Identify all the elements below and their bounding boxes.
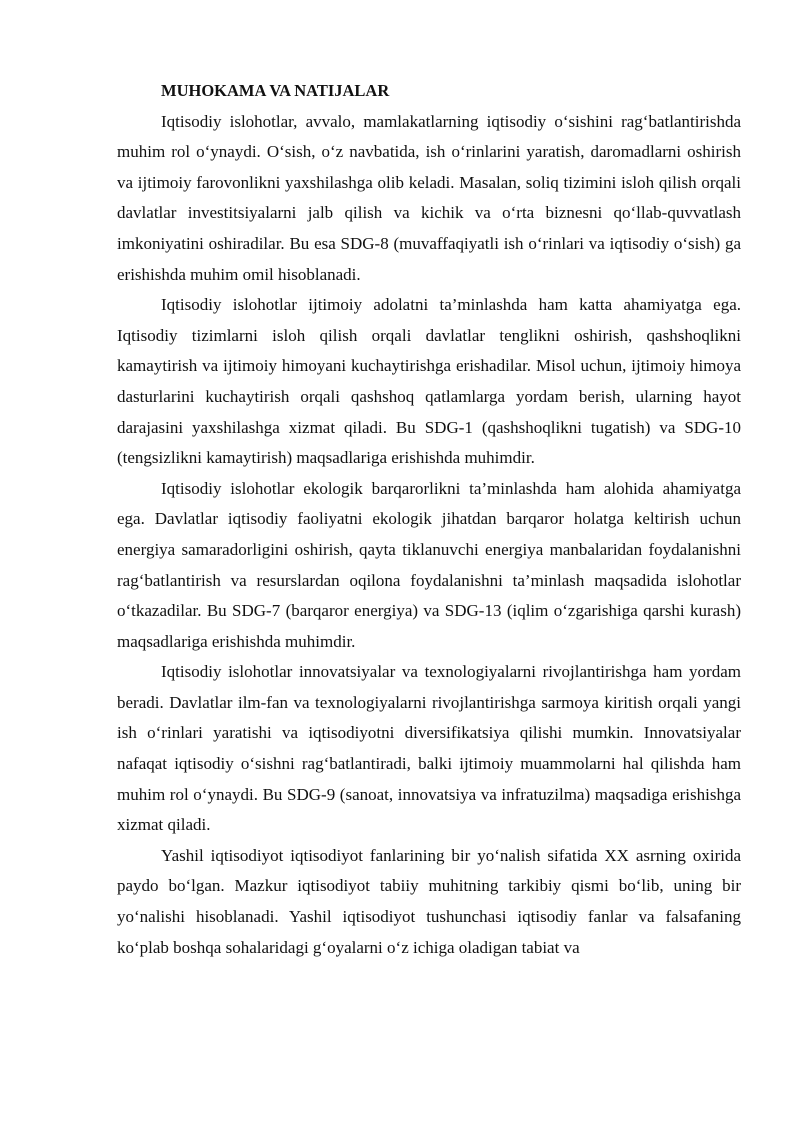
paragraph-innovation: Iqtisodiy islohotlar innovatsiyalar va texnologiyalarni rivojlantirishga ham yordam beradi. Davlatlar ilm-fan va texnologiyalarni rivojlantirishga sarmoya kiritish orqali yangi ish o‘rinlari yaratishi va iqtisodiyotni diversifikatsiya qilishi mumkin. Innovatsiyalar nafaqat iqtisodiy o‘sishni rag‘batlantiradi, balki ijtimoiy muammolarni hal qilishda ham muhim rol o‘ynaydi. Bu SDG-9 (sanoat, innovatsiya va infratuzilma) maqsadiga erishishga xizmat qiladi. <box>117 662 741 835</box>
paragraph-economic-growth: Iqtisodiy islohotlar, avvalo, mamlakatlarning iqtisodiy o‘sishini rag‘batlantirishda muhim rol o‘ynaydi. O‘sish, o‘z navbatida, ish o‘rinlarini yaratish, daromadlarni oshirish va ijtimoiy farovonlikni yaxshilashga olib keladi. Masalan, soliq tizimini isloh qilish orqali davlatlar investitsiyalarni jalb qilish va kichik va o‘rta biznesni qo‘llab-quvvatlash imkoniyatini oshiradilar. Bu esa SDG-8 (muvaffaqiyatli ish o‘rinlari va iqtisodiy o‘sish) ga erishishda muhim omil hisoblanadi. <box>117 111 741 284</box>
paragraph-green-economy: Yashil iqtisodiyot iqtisodiyot fanlarining bir yo‘nalish sifatida XX asrning oxirida paydo bo‘lgan. Mazkur iqtisodiyot tabiiy muhitning tarkibiy qismi bo‘lib, uning bir yo‘nalishi hisoblanadi. Yashil iqtisodiyot tushunchasi iqtisodiy fanlar va falsafaning ko‘plab boshqa sohalaridagi g‘oyalarni o‘z ichiga oladigan tabiat va <box>117 845 741 957</box>
paragraph-social-justice: Iqtisodiy islohotlar ijtimoiy adolatni ta’minlashda ham katta ahamiyatga ega. Iqtisodiy tizimlarni isloh qilish orqali davlatlar tenglikni oshirish, qashshoqlikni kamaytirish va ijtimoiy himoyani kuchaytirishga erishadilar. Misol uchun, ijtimoiy himoya dasturlarini kuchaytirish orqali qashshoq qatlamlarga yordam berish, ularning hayot darajasini yaxshilashga xizmat qiladi. Bu SDG-1 (qashshoqlikni tugatish) va SDG-10 (tengsizlikni kamaytirish) maqsadlariga erishishda muhimdir. <box>117 295 741 468</box>
paragraph-ecological-sustainability: Iqtisodiy islohotlar ekologik barqarorlikni ta’minlashda ham alohida ahamiyatga ega. Davlatlar iqtisodiy faoliyatni ekologik jihatdan barqaror holatga keltirish uchun energiya samaradorligini oshirish, qayta tiklanuvchi energiya manbalaridan foydalanishni rag‘batlantirish va resurslardan oqilona foydalanishni ta’minlash maqsadida islohotlar o‘tkazadilar. Bu SDG-7 (barqaror energiya) va SDG-13 (iqlim o‘zgarishiga qarshi kurash) maqsadlariga erishishda muhimdir. <box>117 478 741 651</box>
document-page <box>117 76 741 963</box>
section-heading: MUHOKAMA VA NATIJALAR <box>161 81 390 100</box>
